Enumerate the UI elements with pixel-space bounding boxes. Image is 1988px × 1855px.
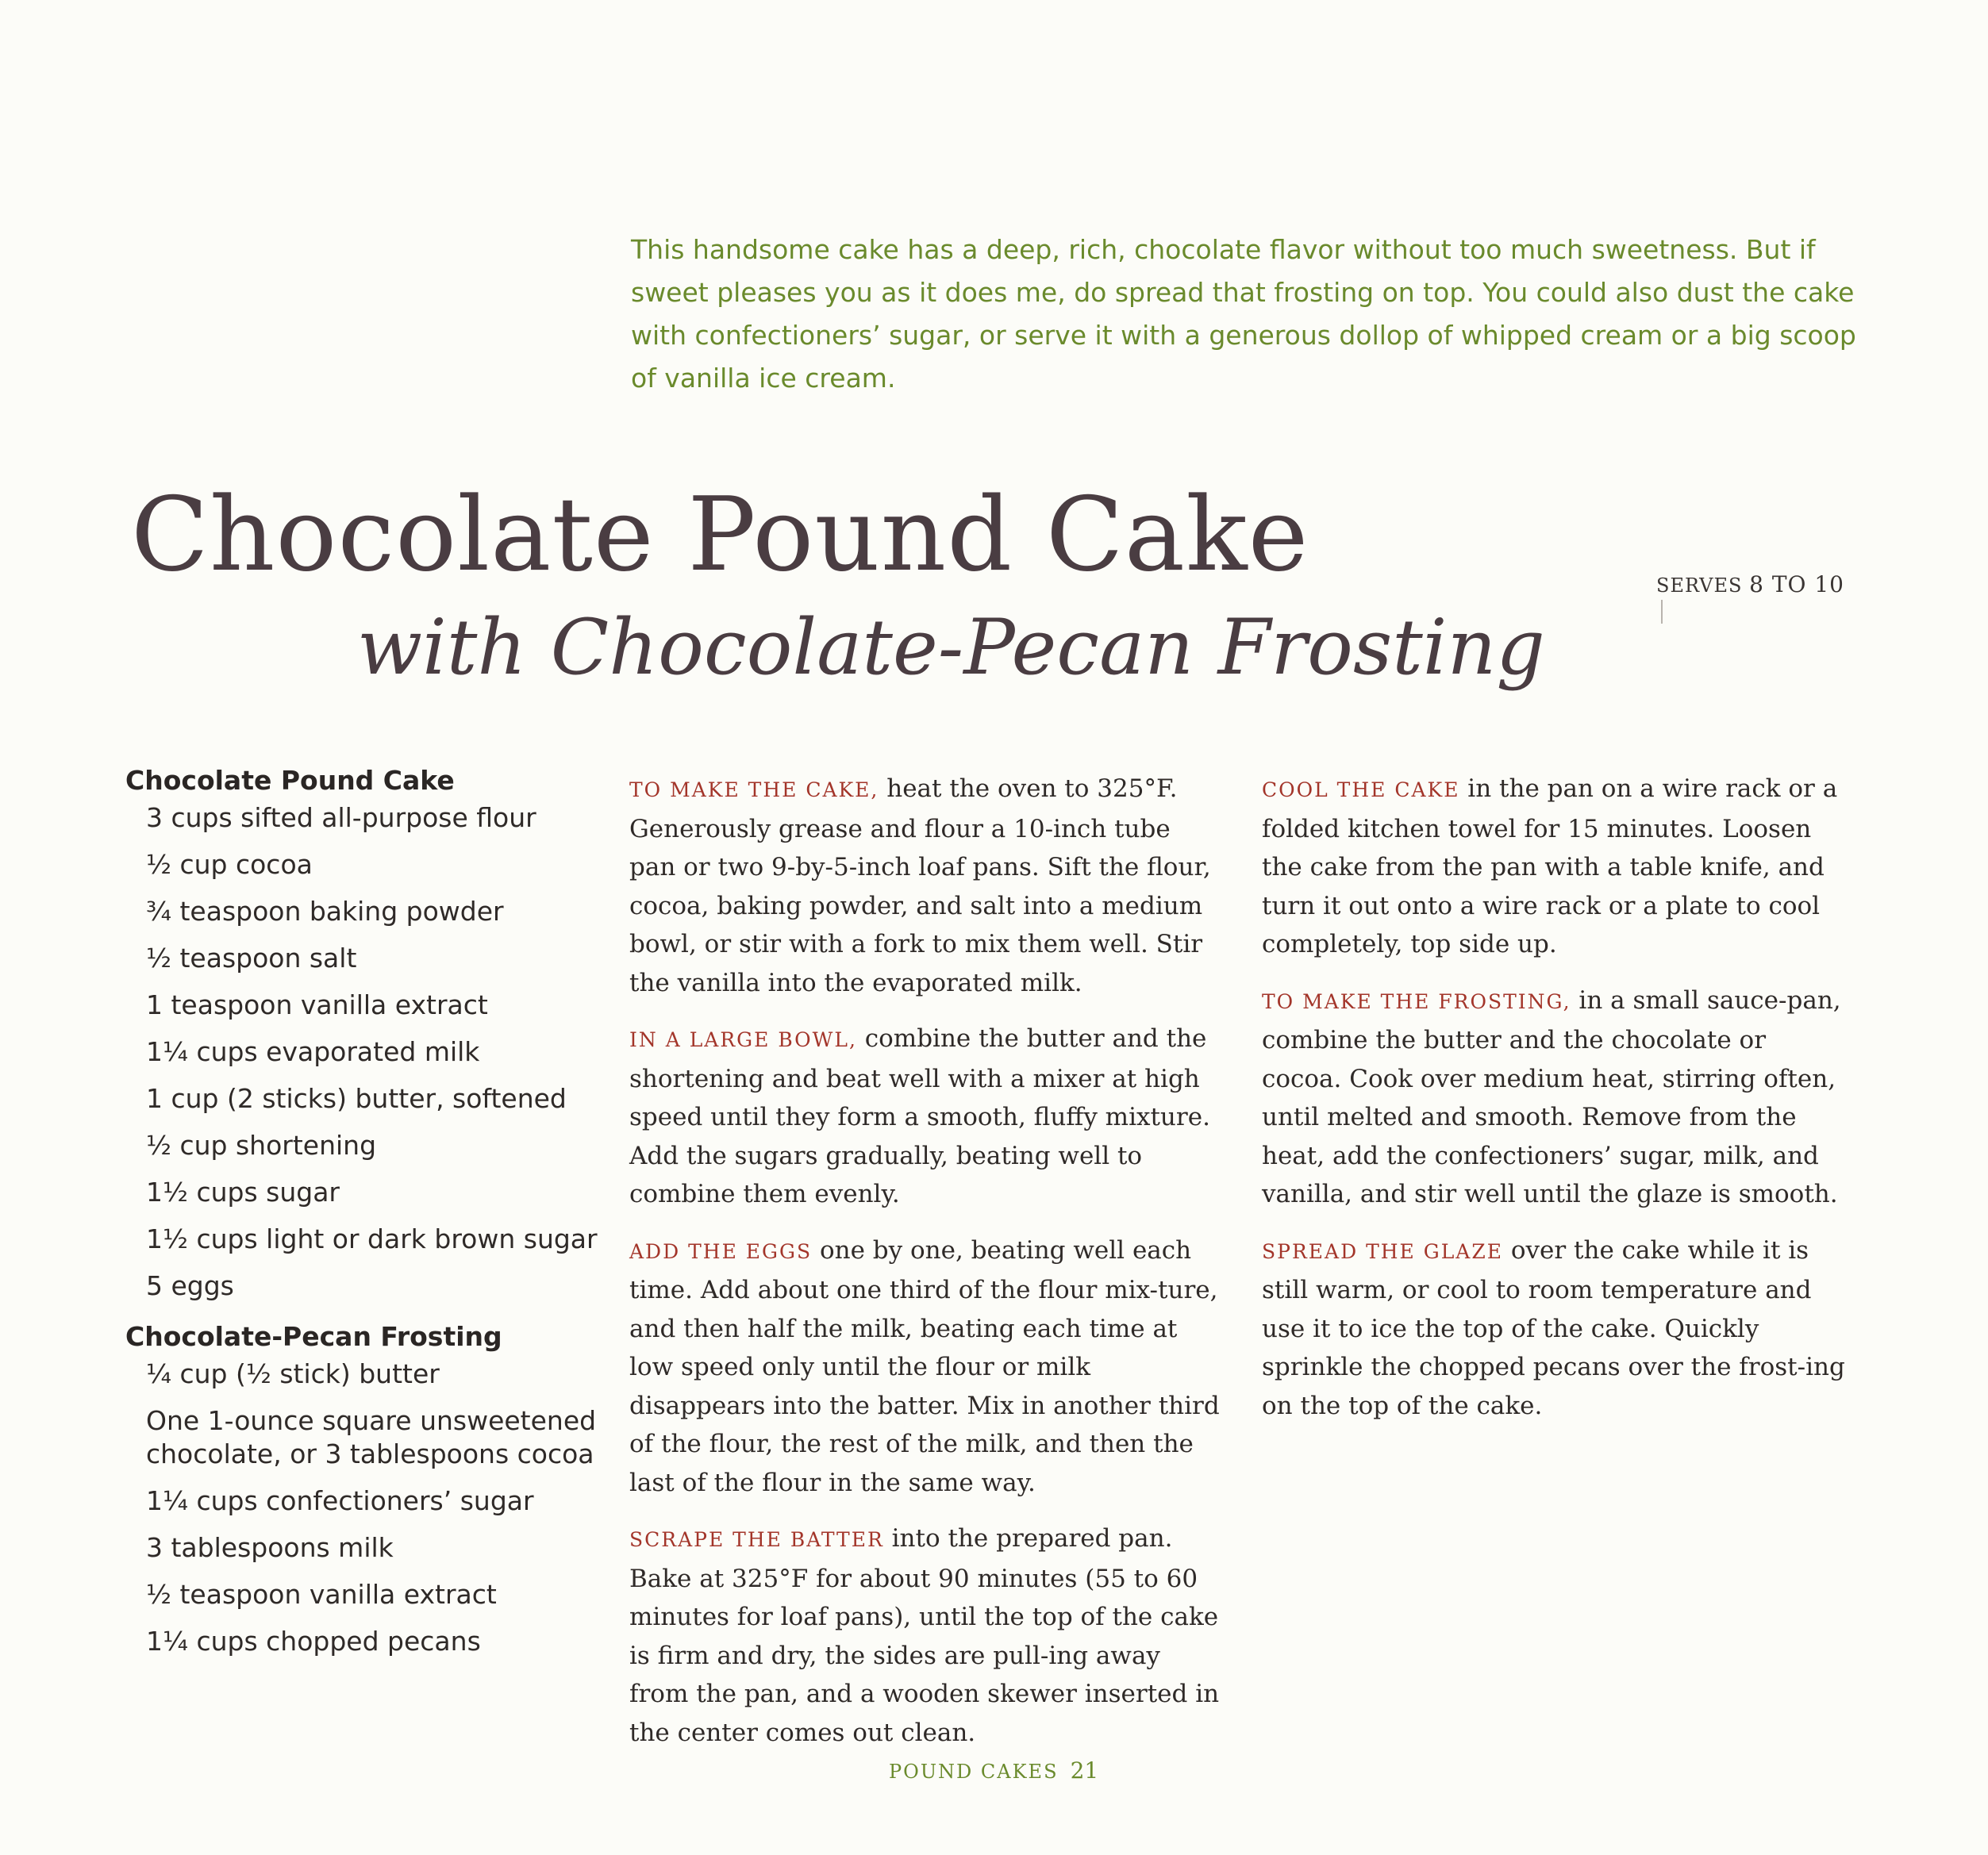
step-lead: ADD THE EGGS — [629, 1239, 813, 1263]
step-paragraph — [629, 1519, 1221, 1752]
footer-section: POUND CAKES — [889, 1761, 1059, 1783]
ingredient-item: 3 cups sifted all-purpose flour — [146, 802, 536, 833]
step-paragraph — [629, 1020, 1221, 1214]
ingredient-item: ¼ cup (½ stick) butter — [146, 1358, 440, 1389]
intro-paragraph: This handsome cake has a deep, rich, chocolate flavor without too much sweetness. But if sweet pleases you as it does me, do spread that frosting on top. You could also dust the cake with confectioners’ sugar, or serve it with a generous dollop of whipped cream or a big scoop of vanilla ice cream. — [631, 234, 1856, 394]
ingredients-heading-frosting: Chocolate-Pecan Frosting — [125, 1321, 502, 1352]
step-lead: SCRAPE THE BATTER — [629, 1528, 884, 1551]
recipe-title: Chocolate Pound Cake — [131, 476, 1309, 594]
step-text: combine the butter and the shortening and beat well with a mixer at high speed until they form a smooth, fluffy mixture. Add the sugars gradually, beating well to combine them evenly. — [629, 1024, 1210, 1208]
step-lead: TO MAKE THE CAKE, — [629, 778, 879, 801]
ingredient-item: 1½ cups light or dark brown sugar — [146, 1223, 598, 1254]
ingredients-list-cake — [125, 801, 602, 1303]
ingredient-item: ½ cup shortening — [146, 1130, 377, 1161]
step-paragraph — [1262, 770, 1853, 964]
ingredient-item: 1 cup (2 sticks) butter, softened — [146, 1083, 567, 1114]
ingredient-item: One 1-ounce square unsweetened chocolate, or 3 tablespoons cocoa — [146, 1405, 597, 1469]
step-text: one by one, beating well each time. Add about one third of the flour mix-ture, and then half the milk, beating each time at low speed only until the flour or milk disappears into the batter. Mix in another third of the flour, the rest of the milk, and then the last of the flour in the same way. — [629, 1235, 1220, 1497]
serves-label — [1656, 571, 1844, 597]
step-paragraph — [1262, 1231, 1853, 1426]
step-lead: SPREAD THE GLAZE — [1262, 1239, 1503, 1263]
step-paragraph — [629, 770, 1221, 1002]
serves-range: 8 TO 10 — [1749, 571, 1844, 597]
ingredient-item: ¾ teaspoon baking powder — [146, 896, 504, 927]
step-text: over the cake while it is still warm, or cool to room temperature and use it to ice the top of the cake. Quickly sprinkle the chopped pecans over the frost-ing on the top of the cake. — [1262, 1235, 1845, 1420]
ingredient-item: 1¼ cups evaporated milk — [146, 1036, 480, 1067]
ingredients-list-frosting — [125, 1358, 602, 1658]
step-paragraph — [629, 1231, 1221, 1503]
ingredient-item: 5 eggs — [146, 1270, 234, 1301]
step-text: in the pan on a wire rack or a folded kitchen towel for 15 minutes. Loosen the cake from the pan with a table knife, and turn it out onto a wire rack or a plate to cool completely, top side up. — [1262, 774, 1838, 958]
steps-column-1 — [629, 770, 1221, 1769]
step-lead: IN A LARGE BOWL, — [629, 1028, 857, 1051]
recipe-subtitle: with Chocolate-Pecan Frosting — [357, 603, 1545, 692]
ingredient-item: 1¼ cups chopped pecans — [146, 1626, 481, 1657]
ingredients-heading-cake: Chocolate Pound Cake — [125, 765, 455, 796]
step-text: in a small sauce-pan, combine the butter and the chocolate or cocoa. Cook over medium heat, stirring often, until melted and smooth. Remove from the heat, add the confectioners’ sugar, milk, and vanilla, and stir well until the glaze is smooth. — [1262, 985, 1841, 1208]
ingredient-item: 1 teaspoon vanilla extract — [146, 989, 488, 1020]
ingredient-item: 1¼ cups confectioners’ sugar — [146, 1485, 534, 1516]
ingredient-item: ½ teaspoon vanilla extract — [146, 1579, 497, 1610]
serves-rule — [1661, 600, 1663, 624]
steps-column-2 — [1262, 770, 1853, 1442]
serves-word: SERVES — [1656, 574, 1743, 597]
ingredient-item: ½ teaspoon salt — [146, 943, 357, 974]
step-paragraph — [1262, 981, 1853, 1214]
step-text: into the prepared pan. Bake at 325°F for about 90 minutes (55 to 60 minutes for loaf pans), until the top of the cake is firm and dry, the sides are pull-ing away from the pan, and a wooden skewer inserted in the center comes out clean. — [629, 1524, 1220, 1747]
step-lead: TO MAKE THE FROSTING, — [1262, 989, 1571, 1013]
ingredient-item: 1½ cups sugar — [146, 1177, 340, 1208]
step-text: heat the oven to 325°F. Generously grease and flour a 10-inch tube pan or two 9-by-5-inch loaf pans. Sift the flour, cocoa, baking powder, and salt into a medium bowl, or stir with a fork to mix them well. Stir the vanilla into the evaporated milk. — [629, 774, 1211, 997]
page-number: 21 — [1070, 1757, 1099, 1784]
page-footer — [889, 1757, 1098, 1784]
ingredient-item: 3 tablespoons milk — [146, 1532, 394, 1563]
step-lead: COOL THE CAKE — [1262, 778, 1460, 801]
ingredient-item: ½ cup cocoa — [146, 849, 313, 880]
ingredients-column — [125, 760, 602, 1672]
